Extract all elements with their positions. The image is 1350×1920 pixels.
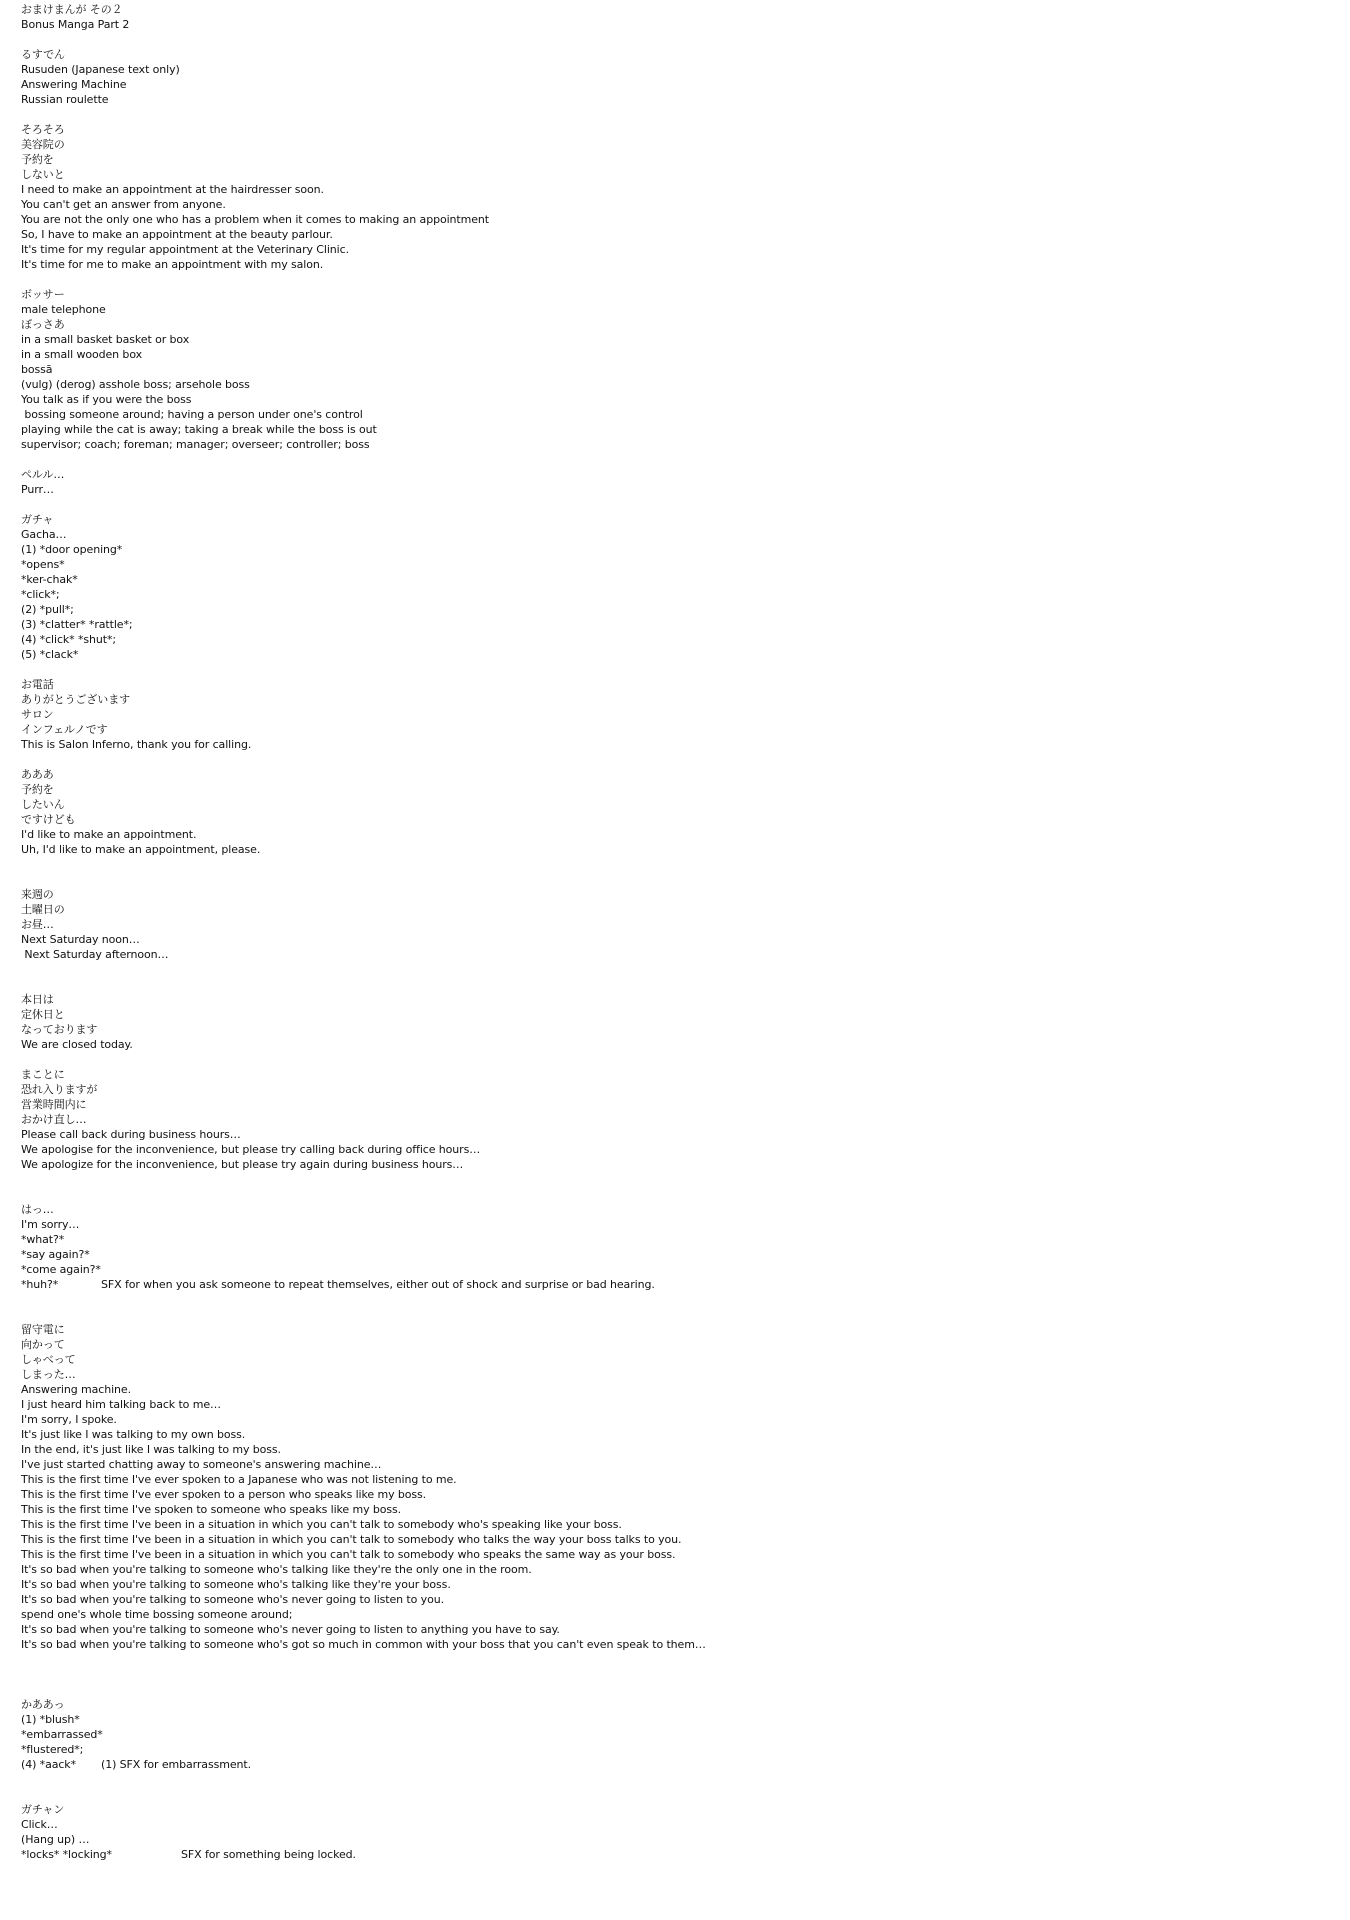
- text-line: Next Saturday afternoon…: [21, 948, 169, 961]
- text-line: It's just like I was talking to my own boss.: [21, 1428, 246, 1441]
- spacer: [21, 1187, 1331, 1202]
- text-line: You can't get an answer from anyone.: [21, 198, 226, 211]
- text-line: 本日は: [21, 993, 54, 1006]
- text-line: はっ…: [21, 1203, 54, 1216]
- title-en: Bonus Manga Part 2: [21, 18, 130, 31]
- sfx-label: (4) *aack*: [21, 1758, 76, 1771]
- text-line: (vulg) (derog) asshole boss; arsehole boss: [21, 378, 250, 391]
- text-line: playing while the cat is away; taking a break while the boss is out: [21, 423, 377, 436]
- text-line: It's so bad when you're talking to someone who's never going to listen to you.: [21, 1593, 444, 1606]
- text-line: This is the first time I've ever spoken to a person who speaks like my boss.: [21, 1488, 427, 1501]
- text-line: In the end, it's just like I was talking to my boss.: [21, 1443, 281, 1456]
- title-block: [21, 2, 1331, 32]
- sfx-line: [21, 1757, 1331, 1772]
- text-line: 来週の: [21, 888, 54, 901]
- text-line: 予約を: [21, 783, 54, 796]
- text-line: 向かって: [21, 1338, 65, 1351]
- section-block: [21, 677, 1331, 752]
- text-line: Purr…: [21, 483, 54, 496]
- text-line: It's time for me to make an appointment with my salon.: [21, 258, 324, 271]
- text-line: Click…: [21, 1818, 58, 1831]
- text-line: You talk as if you were the boss: [21, 393, 192, 406]
- section-block: [21, 1322, 1331, 1652]
- text-line: (1) *blush*: [21, 1713, 80, 1726]
- text-line: ぼっさあ: [21, 318, 65, 331]
- section-block: [21, 1697, 1331, 1772]
- text-line: It's so bad when you're talking to someone who's got so much in common with your boss that you can't even speak to them…: [21, 1638, 706, 1651]
- text-line: Gacha…: [21, 528, 67, 541]
- document: [21, 2, 1331, 1877]
- text-line: Rusuden (Japanese text only): [21, 63, 180, 76]
- text-line: *opens*: [21, 558, 65, 571]
- text-line: るすでん: [21, 48, 65, 61]
- text-line: まことに: [21, 1068, 65, 1081]
- text-line: ガチャン: [21, 1803, 65, 1816]
- text-line: This is the first time I've ever spoken to a Japanese who was not listening to me.: [21, 1473, 457, 1486]
- text-line: supervisor; coach; foreman; manager; overseer; controller; boss: [21, 438, 370, 451]
- text-line: したいん: [21, 798, 65, 811]
- text-line: (2) *pull*;: [21, 603, 74, 616]
- text-line: 恐れ入りますが: [21, 1083, 98, 1096]
- text-line: あああ: [21, 768, 54, 781]
- sfx-note: SFX for when you ask someone to repeat themselves, either out of shock and surprise or bad hearing.: [101, 1278, 655, 1291]
- text-line: *say again?*: [21, 1248, 90, 1261]
- text-line: Russian roulette: [21, 93, 109, 106]
- sfx-label: *locks* *locking*: [21, 1848, 112, 1861]
- text-line: This is the first time I've been in a situation in which you can't talk to somebody who's speaking like your boss.: [21, 1518, 622, 1531]
- section-block: [21, 287, 1331, 452]
- text-line: しゃべって: [21, 1353, 76, 1366]
- text-line: bossing someone around; having a person under one's control: [21, 408, 363, 421]
- text-line: It's so bad when you're talking to someone who's talking like they're the only one in the room.: [21, 1563, 532, 1576]
- text-line: *flustered*;: [21, 1743, 84, 1756]
- text-line: This is the first time I've spoken to someone who speaks like my boss.: [21, 1503, 402, 1516]
- text-line: (1) *door opening*: [21, 543, 123, 556]
- text-line: *come again?*: [21, 1263, 101, 1276]
- section-block: [21, 767, 1331, 857]
- title-jp: おまけまんが その２: [21, 3, 123, 16]
- text-line: ペルル…: [21, 468, 65, 481]
- text-line: We apologize for the inconvenience, but please try again during business hours…: [21, 1158, 464, 1171]
- section-block: [21, 467, 1331, 497]
- section-block: [21, 122, 1331, 272]
- text-line: ありがとうございます: [21, 693, 130, 706]
- spacer: [21, 977, 1331, 992]
- text-line: Answering Machine: [21, 78, 127, 91]
- section-block: [21, 512, 1331, 662]
- text-line: It's so bad when you're talking to someone who's talking like they're your boss.: [21, 1578, 451, 1591]
- text-line: しないと: [21, 168, 65, 181]
- text-line: 予約を: [21, 153, 54, 166]
- sections: [21, 47, 1331, 1862]
- text-line: We apologise for the inconvenience, but please try calling back during office hours…: [21, 1143, 481, 1156]
- text-line: お電話: [21, 678, 54, 691]
- text-line: Please call back during business hours…: [21, 1128, 241, 1141]
- text-line: I need to make an appointment at the hairdresser soon.: [21, 183, 324, 196]
- text-line: This is Salon Inferno, thank you for calling.: [21, 738, 252, 751]
- text-line: *ker-chak*: [21, 573, 78, 586]
- text-line: かああっ: [21, 1698, 65, 1711]
- text-line: 美容院の: [21, 138, 65, 151]
- sfx-line: [21, 1847, 1331, 1862]
- text-line: It's so bad when you're talking to someone who's never going to listen to anything you have to say.: [21, 1623, 560, 1636]
- spacer: [21, 1667, 1331, 1697]
- text-line: in a small basket basket or box: [21, 333, 190, 346]
- sfx-note: SFX for something being locked.: [181, 1848, 356, 1861]
- section-block: [21, 1067, 1331, 1172]
- sfx-note: (1) SFX for embarrassment.: [101, 1758, 251, 1771]
- spacer: [21, 872, 1331, 887]
- sfx-line: [21, 1277, 1331, 1292]
- text-line: Uh, I'd like to make an appointment, please.: [21, 843, 261, 856]
- section-block: [21, 1202, 1331, 1292]
- text-line: bossā: [21, 363, 53, 376]
- text-line: I'm sorry…: [21, 1218, 80, 1231]
- section-block: [21, 1802, 1331, 1862]
- text-line: I just heard him talking back to me…: [21, 1398, 221, 1411]
- text-line: しまった…: [21, 1368, 76, 1381]
- section-block: [21, 47, 1331, 107]
- spacer: [21, 1787, 1331, 1802]
- text-line: male telephone: [21, 303, 106, 316]
- spacer: [21, 1307, 1331, 1322]
- text-line: You are not the only one who has a problem when it comes to making an appointment: [21, 213, 489, 226]
- text-line: (Hang up) …: [21, 1833, 90, 1846]
- text-line: This is the first time I've been in a situation in which you can't talk to somebody who speaks the same way as your boss.: [21, 1548, 676, 1561]
- text-line: 営業時間内に: [21, 1098, 87, 1111]
- text-line: I've just started chatting away to someone's answering machine…: [21, 1458, 382, 1471]
- text-line: Next Saturday noon…: [21, 933, 140, 946]
- text-line: ですけども: [21, 813, 76, 826]
- text-line: *what?*: [21, 1233, 65, 1246]
- text-line: そろそろ: [21, 123, 65, 136]
- text-line: *click*;: [21, 588, 60, 601]
- section-block: [21, 992, 1331, 1052]
- section-block: [21, 887, 1331, 962]
- text-line: (5) *clack*: [21, 648, 79, 661]
- text-line: in a small wooden box: [21, 348, 143, 361]
- text-line: 土曜日の: [21, 903, 65, 916]
- text-line: spend one's whole time bossing someone around;: [21, 1608, 293, 1621]
- text-line: This is the first time I've been in a situation in which you can't talk to somebody who talks the way your boss talks to you.: [21, 1533, 682, 1546]
- sfx-label: *huh?*: [21, 1278, 59, 1291]
- text-line: 留守電に: [21, 1323, 65, 1336]
- text-line: ガチャ: [21, 513, 54, 526]
- text-line: I'd like to make an appointment.: [21, 828, 197, 841]
- text-line: サロン: [21, 708, 54, 721]
- text-line: *embarrassed*: [21, 1728, 103, 1741]
- text-line: ボッサー: [21, 288, 65, 301]
- text-line: 定休日と: [21, 1008, 65, 1021]
- text-line: I'm sorry, I spoke.: [21, 1413, 117, 1426]
- text-line: So, I have to make an appointment at the beauty parlour.: [21, 228, 333, 241]
- text-line: なっております: [21, 1023, 98, 1036]
- text-line: おかけ直し…: [21, 1113, 87, 1126]
- text-line: お昼…: [21, 918, 54, 931]
- text-line: (3) *clatter* *rattle*;: [21, 618, 133, 631]
- text-line: We are closed today.: [21, 1038, 133, 1051]
- text-line: インフェルノです: [21, 723, 108, 736]
- text-line: Answering machine.: [21, 1383, 131, 1396]
- text-line: It's time for my regular appointment at the Veterinary Clinic.: [21, 243, 349, 256]
- text-line: (4) *click* *shut*;: [21, 633, 116, 646]
